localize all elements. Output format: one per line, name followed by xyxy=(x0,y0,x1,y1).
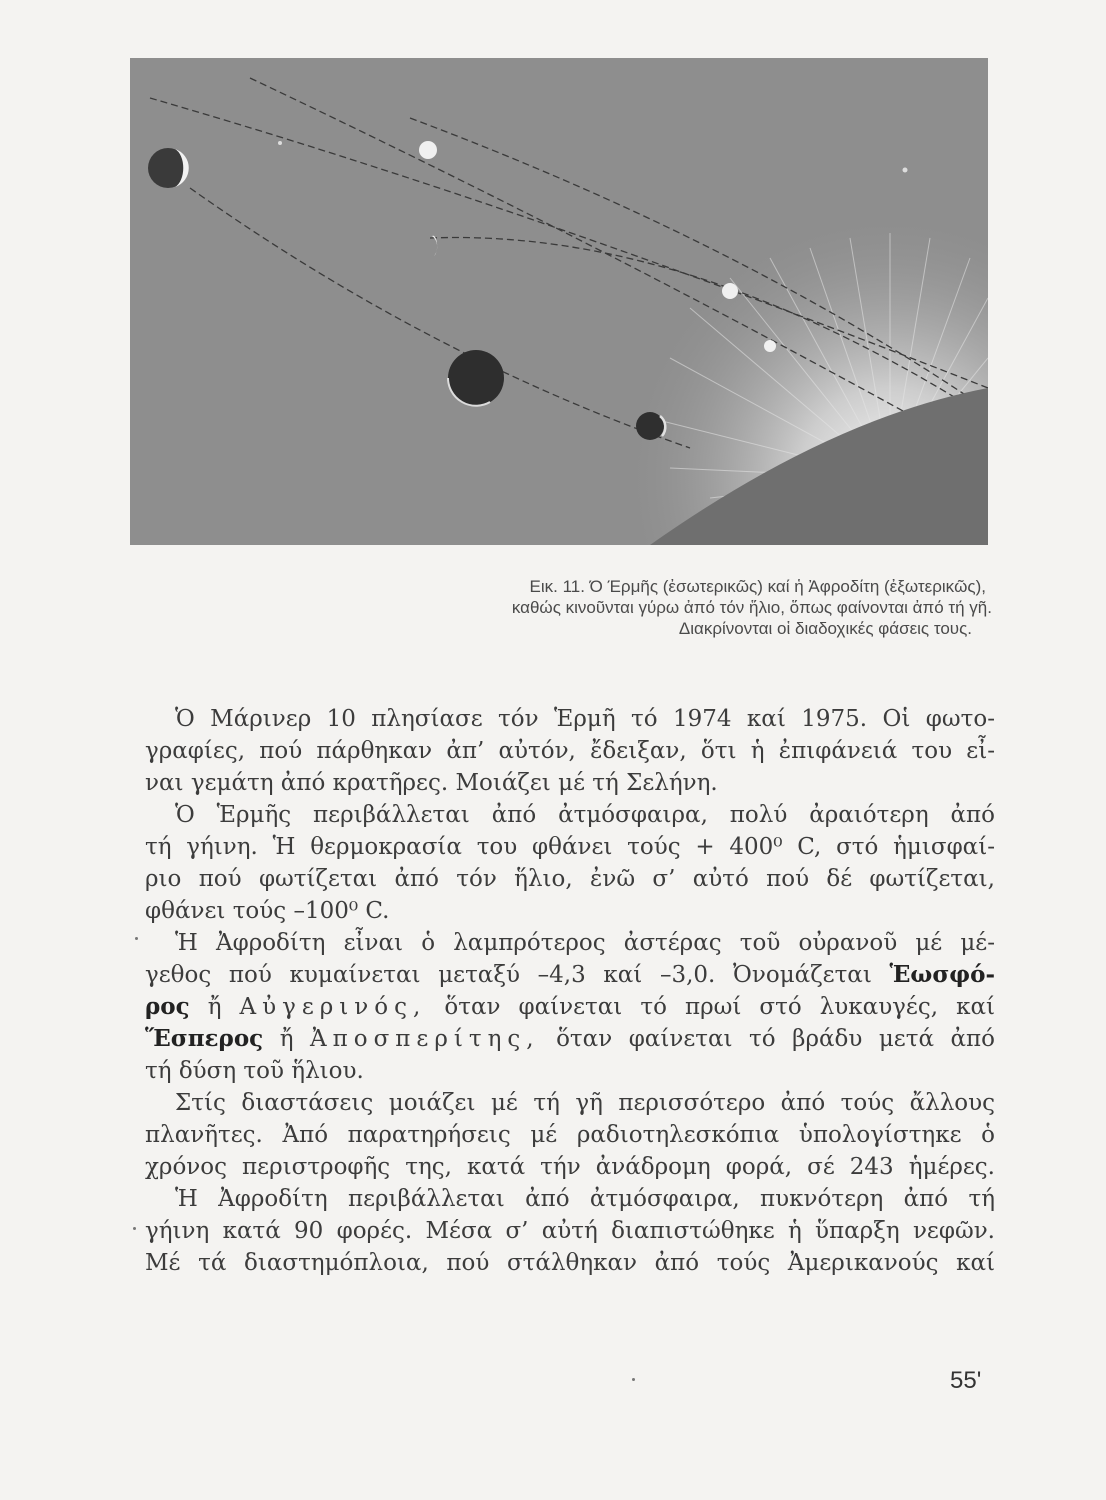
text-line: ριο πού φωτίζεται ἀπό τόν ἥλιο, ἐνῶ σ’ αὐτό πού δέ φωτίζεται, xyxy=(145,866,995,892)
body-text xyxy=(145,703,995,1279)
text-segment: ἤ xyxy=(263,1026,311,1052)
venus-dark xyxy=(448,350,504,406)
text-line: Ἡ Ἀφροδίτη εἶναι ὁ λαμπρότερος ἀστέρας τοῦ οὐρανοῦ μέ μέ- xyxy=(175,930,995,956)
page-number: 55' xyxy=(950,1367,982,1394)
text-line: τή γήινη. Ἡ θερμοκρασία του φθάνει τούς + 400⁰ C, στό ἡμισφαί- xyxy=(145,834,995,860)
text-line xyxy=(145,991,995,1023)
text-line: Ὁ Ἑρμῆς περιβάλλεται ἀπό ἀτμόσφαιρα, πολύ ἀραιότερη ἀπό xyxy=(175,802,995,828)
term-avgerinos: Αὐγερινός, xyxy=(239,994,427,1020)
text-line: φθάνει τούς –100⁰ C. xyxy=(145,898,390,924)
text-segment: ἤ xyxy=(189,994,240,1020)
text-line: Στίς διαστάσεις μοιάζει μέ τή γῆ περισσότερο ἀπό τούς ἄλλους xyxy=(175,1090,995,1116)
scan-speck xyxy=(135,937,138,940)
scan-speck xyxy=(632,1378,635,1381)
text-line xyxy=(145,1023,995,1055)
term-eosphoros-end: ρος xyxy=(145,993,190,1020)
mercury-full xyxy=(419,141,437,159)
text-line: χρόνος περιστροφῆς της, κατά τήν ἀνάδρομη φορά, σέ 243 ἡμέρες. xyxy=(145,1154,995,1180)
text-segment: γεθος πού κυμαίνεται μεταξύ –4,3 καί –3,0. Ὀνομάζεται xyxy=(145,962,872,988)
text-segment: ὅταν φαίνεται τό βράδυ μετά ἀπό xyxy=(539,1026,995,1052)
text-line: γήινη κατά 90 φορές. Μέσα σ’ αὐτή διαπιστώθηκε ἡ ὕπαρξη νεφῶν. xyxy=(145,1218,995,1244)
caption-line: Εικ. 11. Ό Έρμῆς (ἐσωτερικῶς) καί ἡ Ἀφροδίτη (ἐξωτερικῶς), xyxy=(529,577,986,596)
text-line: γραφίες, πού πάρθηκαν ἀπ’ αὐτόν, ἔδειξαν, ὅτι ἡ ἐπιφάνειά του εἶ- xyxy=(145,738,995,764)
text-line: τή δύση τοῦ ἥλιου. xyxy=(145,1058,364,1084)
scan-speck xyxy=(133,1227,136,1230)
mercury-small xyxy=(764,340,776,352)
caption-line: Διακρίνονται οἱ διαδοχικές φάσεις τους. xyxy=(678,619,972,638)
term-esperos: Ἕσπερος xyxy=(145,1025,264,1052)
figure-caption xyxy=(360,576,1000,639)
orbits-figure xyxy=(130,58,988,545)
venus-crescent xyxy=(148,148,189,188)
text-line: Ἡ Ἀφροδίτη περιβάλλεται ἀπό ἀτμόσφαιρα, πυκνότερη ἀπό τή xyxy=(175,1186,995,1212)
text-segment: ὅταν φαίνεται τό πρωί στό λυκαυγές, καί xyxy=(426,994,995,1020)
text-line: Ὁ Μάρινερ 10 πλησίασε τόν Ἑρμῆ τό 1974 καί 1975. Οἱ φωτο- xyxy=(175,706,995,732)
text-line: ναι γεμάτη ἀπό κρατῆρες. Μοιάζει μέ τή Σελήνη. xyxy=(145,770,718,796)
text-line: πλανῆτες. Ἀπό παρατηρήσεις μέ ραδιοτηλεσκόπια ὑπολογίστηκε ὁ xyxy=(145,1122,995,1148)
venus-small xyxy=(722,283,738,299)
text-line: Μέ τά διαστημόπλοια, πού στάλθηκαν ἀπό τούς Ἀμερικανούς καί xyxy=(145,1250,995,1276)
caption-line: καθώς κινοῦνται γύρω ἀπό τόν ἥλιο, ὅπως φαίνονται ἀπό τή γῆ. xyxy=(511,598,992,617)
term-eosphoros: Ἑωσφό- xyxy=(889,961,995,988)
text-line xyxy=(145,959,995,991)
term-apesperitis: Ἀποσπερίτης, xyxy=(310,1026,540,1052)
